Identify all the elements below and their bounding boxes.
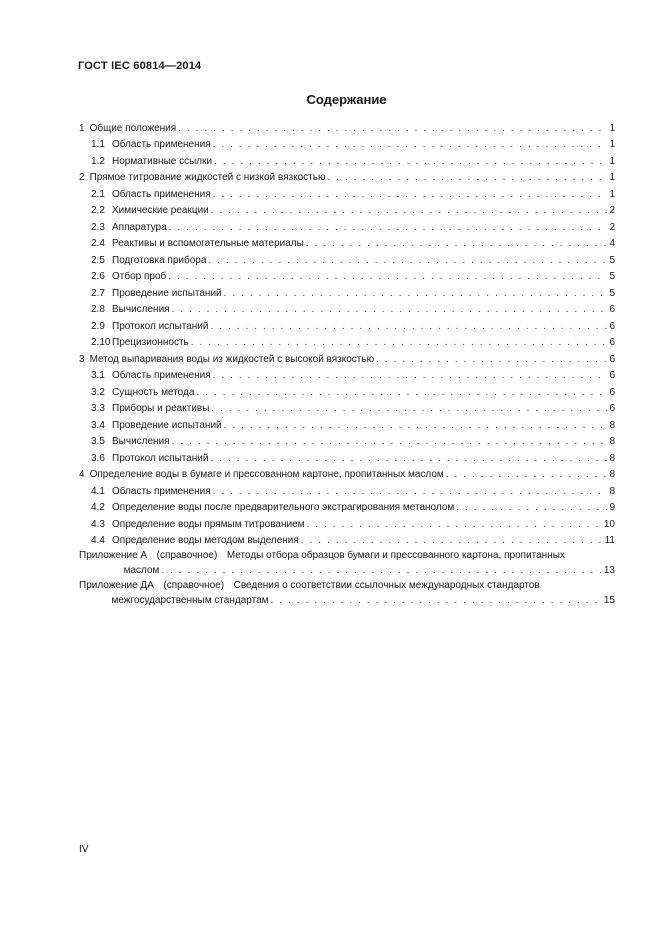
toc-entry-title: Проведение испытаний: [112, 419, 222, 431]
toc-entry-page: 6: [609, 370, 615, 381]
toc-entry-title: Определение воды методом выделения: [112, 535, 299, 546]
toc-entry-page: 5: [609, 271, 615, 282]
leader-dots: [301, 534, 603, 547]
toc-entry[interactable]: [79, 234, 615, 251]
toc-entry[interactable]: [79, 498, 615, 515]
toc-entry-title: Область применения: [112, 188, 211, 200]
toc-entry-page: 6: [609, 320, 615, 332]
leader-dots: [210, 452, 607, 465]
toc-entry[interactable]: [79, 382, 615, 399]
leader-dots: [224, 419, 608, 432]
toc-entry-title: Нормативные ссылки: [112, 155, 213, 167]
toc-entry-title: Химические реакции: [112, 205, 209, 216]
toc-entry-page: 8: [609, 436, 615, 447]
toc-entry-page: 5: [609, 254, 615, 266]
toc-entry-number: 3.5: [91, 436, 105, 447]
toc-entry-page: 1: [609, 188, 615, 200]
toc-entry-number: 4.4: [91, 535, 105, 546]
toc-entry[interactable]: [79, 151, 615, 168]
toc-entry[interactable]: [79, 217, 615, 234]
toc-entry-number: 2: [79, 172, 85, 183]
toc-entry-number: 2.7: [91, 287, 105, 299]
leader-dots: [224, 287, 608, 300]
toc-entry-number: 4.2: [91, 502, 105, 513]
leader-dots: [327, 171, 607, 184]
toc-entry-title: Приборы и реактивы: [112, 403, 210, 414]
leader-dots: [306, 237, 608, 250]
toc-entry-page: 6: [609, 337, 615, 348]
toc-entry-title: Протокол испытаний: [112, 320, 209, 332]
toc-entry-number: 2.3: [91, 221, 105, 233]
appendix-title-cont: маслом: [123, 565, 160, 576]
toc-entry-title: Область применения: [112, 485, 211, 497]
toc-entry-title: Метод выпаривания воды из жидкостей с высокой вязкостью: [89, 353, 375, 365]
toc-entry-page: 8: [609, 452, 615, 464]
toc-entry-title: Сущность метода: [112, 386, 195, 398]
toc-entry[interactable]: [79, 349, 615, 366]
leader-dots: [196, 386, 607, 399]
toc-entry-number: 3.1: [91, 370, 105, 381]
appendix-page: 13: [603, 565, 615, 576]
leader-dots: [211, 402, 607, 415]
toc-entry-title: Вычисления: [112, 304, 170, 315]
leader-dots: [172, 303, 608, 316]
toc-entry-title: Определение воды прямым титрованием: [112, 518, 305, 530]
leader-dots: [172, 435, 608, 448]
toc-entry-page: 1: [609, 122, 615, 134]
toc-entry-number: 2.2: [91, 205, 105, 216]
leader-dots: [213, 138, 608, 151]
toc-entry-title: Определение воды в бумаге и прессованном картоне, пропитанных маслом: [89, 469, 444, 480]
toc-entry-page: 1: [609, 139, 615, 150]
toc-entry-number: 1.1: [91, 139, 105, 150]
toc-entry[interactable]: [79, 168, 615, 185]
toc-entry[interactable]: [79, 283, 615, 300]
toc-entry[interactable]: [79, 333, 615, 350]
toc-entry[interactable]: [79, 465, 615, 482]
toc-entry-page: 1: [609, 172, 615, 183]
toc-entry-number: 3.3: [91, 403, 105, 414]
leader-dots: [168, 270, 607, 283]
toc-entry-title: Область применения: [112, 139, 211, 150]
toc-entry[interactable]: [79, 250, 615, 267]
toc-entry-number: 4: [79, 469, 85, 480]
toc-entry-page: 6: [609, 403, 615, 414]
appendix-label: Приложение А: [79, 550, 148, 561]
toc-entry-number: 2.6: [91, 271, 105, 282]
toc-entry-page: 4: [609, 238, 615, 249]
leader-dots: [178, 122, 607, 135]
toc-entry-page: 6: [609, 304, 615, 315]
toc-entry-title: Протокол испытаний: [112, 452, 209, 464]
toc-entry[interactable]: [79, 415, 615, 432]
toc-entry-title: Реактивы и вспомогательные материалы: [112, 238, 304, 249]
appendix-title: Методы отбора образцов бумаги и прессованного картона, пропитанных: [226, 550, 565, 561]
toc-entry[interactable]: [79, 432, 615, 449]
toc-entry-title: Проведение испытаний: [112, 287, 222, 299]
toc-entry[interactable]: [79, 399, 615, 416]
toc-entry-page: 1: [609, 155, 615, 167]
page-number: IV: [79, 844, 89, 855]
toc-entry-number: 2.10: [91, 337, 111, 348]
toc-entry-title: Аппаратура: [112, 221, 167, 233]
leader-dots: [169, 221, 608, 234]
toc-entries: [79, 118, 615, 547]
leader-dots: [456, 501, 607, 514]
appendix-kind: (справочное): [163, 580, 225, 591]
toc-entry[interactable]: [79, 267, 615, 284]
leader-dots: [271, 594, 602, 607]
appendix-entry[interactable]: [79, 579, 615, 607]
appendix-page: 15: [603, 595, 615, 606]
appendix-label: Приложение ДА: [79, 580, 154, 591]
leader-dots: [307, 518, 602, 531]
toc-entry[interactable]: [79, 514, 615, 531]
toc-entry[interactable]: [79, 201, 615, 218]
appendix-title-cont: межгосударственным стандартам: [111, 595, 269, 606]
toc-entry-page: 8: [609, 469, 615, 480]
appendix-title: Сведения о соответствии ссылочных международных стандартов: [233, 580, 540, 591]
toc-entry-title: Прецизионность: [112, 337, 189, 348]
table-of-contents: [79, 118, 615, 607]
leader-dots: [208, 254, 607, 267]
toc-entry-page: 6: [609, 386, 615, 398]
leader-dots: [213, 485, 608, 498]
toc-entry[interactable]: [79, 448, 615, 465]
toc-entry-title: Подготовка прибора: [112, 254, 207, 266]
toc-entry-number: 3.6: [91, 452, 105, 464]
toc-entry-number: 2.4: [91, 238, 105, 249]
leader-dots: [446, 468, 608, 481]
leader-dots: [161, 564, 601, 577]
toc-entry[interactable]: [79, 184, 615, 201]
leader-dots: [213, 369, 608, 382]
leader-dots: [211, 204, 608, 217]
toc-entry[interactable]: [79, 481, 615, 498]
toc-entry-number: 3.2: [91, 386, 105, 398]
toc-entry-page: 11: [604, 535, 615, 546]
toc-entry-title: Прямое титрование жидкостей с низкой вязкостью: [89, 172, 326, 183]
toc-entry-number: 2.5: [91, 254, 105, 266]
toc-entry[interactable]: [79, 316, 615, 333]
document-code: ГОСТ IEC 60814—2014: [78, 60, 202, 72]
toc-entry-number: 3: [79, 353, 85, 365]
toc-entry-page: 5: [609, 287, 615, 299]
toc-entry-page: 9: [609, 502, 615, 513]
toc-entry[interactable]: [79, 531, 615, 548]
leader-dots: [191, 336, 608, 349]
toc-entry-page: 8: [609, 485, 615, 497]
toc-entry-title: Отбор проб: [112, 271, 167, 282]
appendix-entry[interactable]: [79, 549, 615, 577]
leader-dots: [214, 155, 607, 168]
page-title: Содержание: [306, 92, 387, 107]
toc-entry-title: Область применения: [112, 370, 211, 381]
leader-dots: [376, 353, 607, 366]
toc-entry[interactable]: [79, 118, 615, 135]
toc-entry-page: 6: [609, 353, 615, 365]
appendix-kind: (справочное): [156, 550, 218, 561]
toc-entry-number: 1: [79, 122, 85, 134]
toc-entry[interactable]: [79, 135, 615, 152]
toc-entry-page: 2: [609, 221, 615, 233]
toc-entry-number: 3.4: [91, 419, 105, 431]
toc-entry-number: 2.9: [91, 320, 105, 332]
toc-entry[interactable]: [79, 300, 615, 317]
toc-entry-title: Вычисления: [112, 436, 170, 447]
toc-entry-number: 2.8: [91, 304, 105, 315]
toc-entry[interactable]: [79, 366, 615, 383]
toc-entry-number: 4.3: [91, 518, 105, 530]
toc-entry-number: 4.1: [91, 485, 105, 497]
leader-dots: [213, 188, 608, 201]
toc-entry-page: 2: [609, 205, 615, 216]
toc-entry-title: Определение воды после предварительного экстрагирования метанолом: [112, 502, 455, 513]
toc-entry-page: 8: [609, 419, 615, 431]
toc-entry-number: 2.1: [91, 188, 105, 200]
leader-dots: [210, 320, 607, 333]
toc-entry-number: 1.2: [91, 155, 105, 167]
toc-entry-page: 10: [603, 518, 615, 530]
toc-entry-title: Общие положения: [89, 122, 177, 134]
